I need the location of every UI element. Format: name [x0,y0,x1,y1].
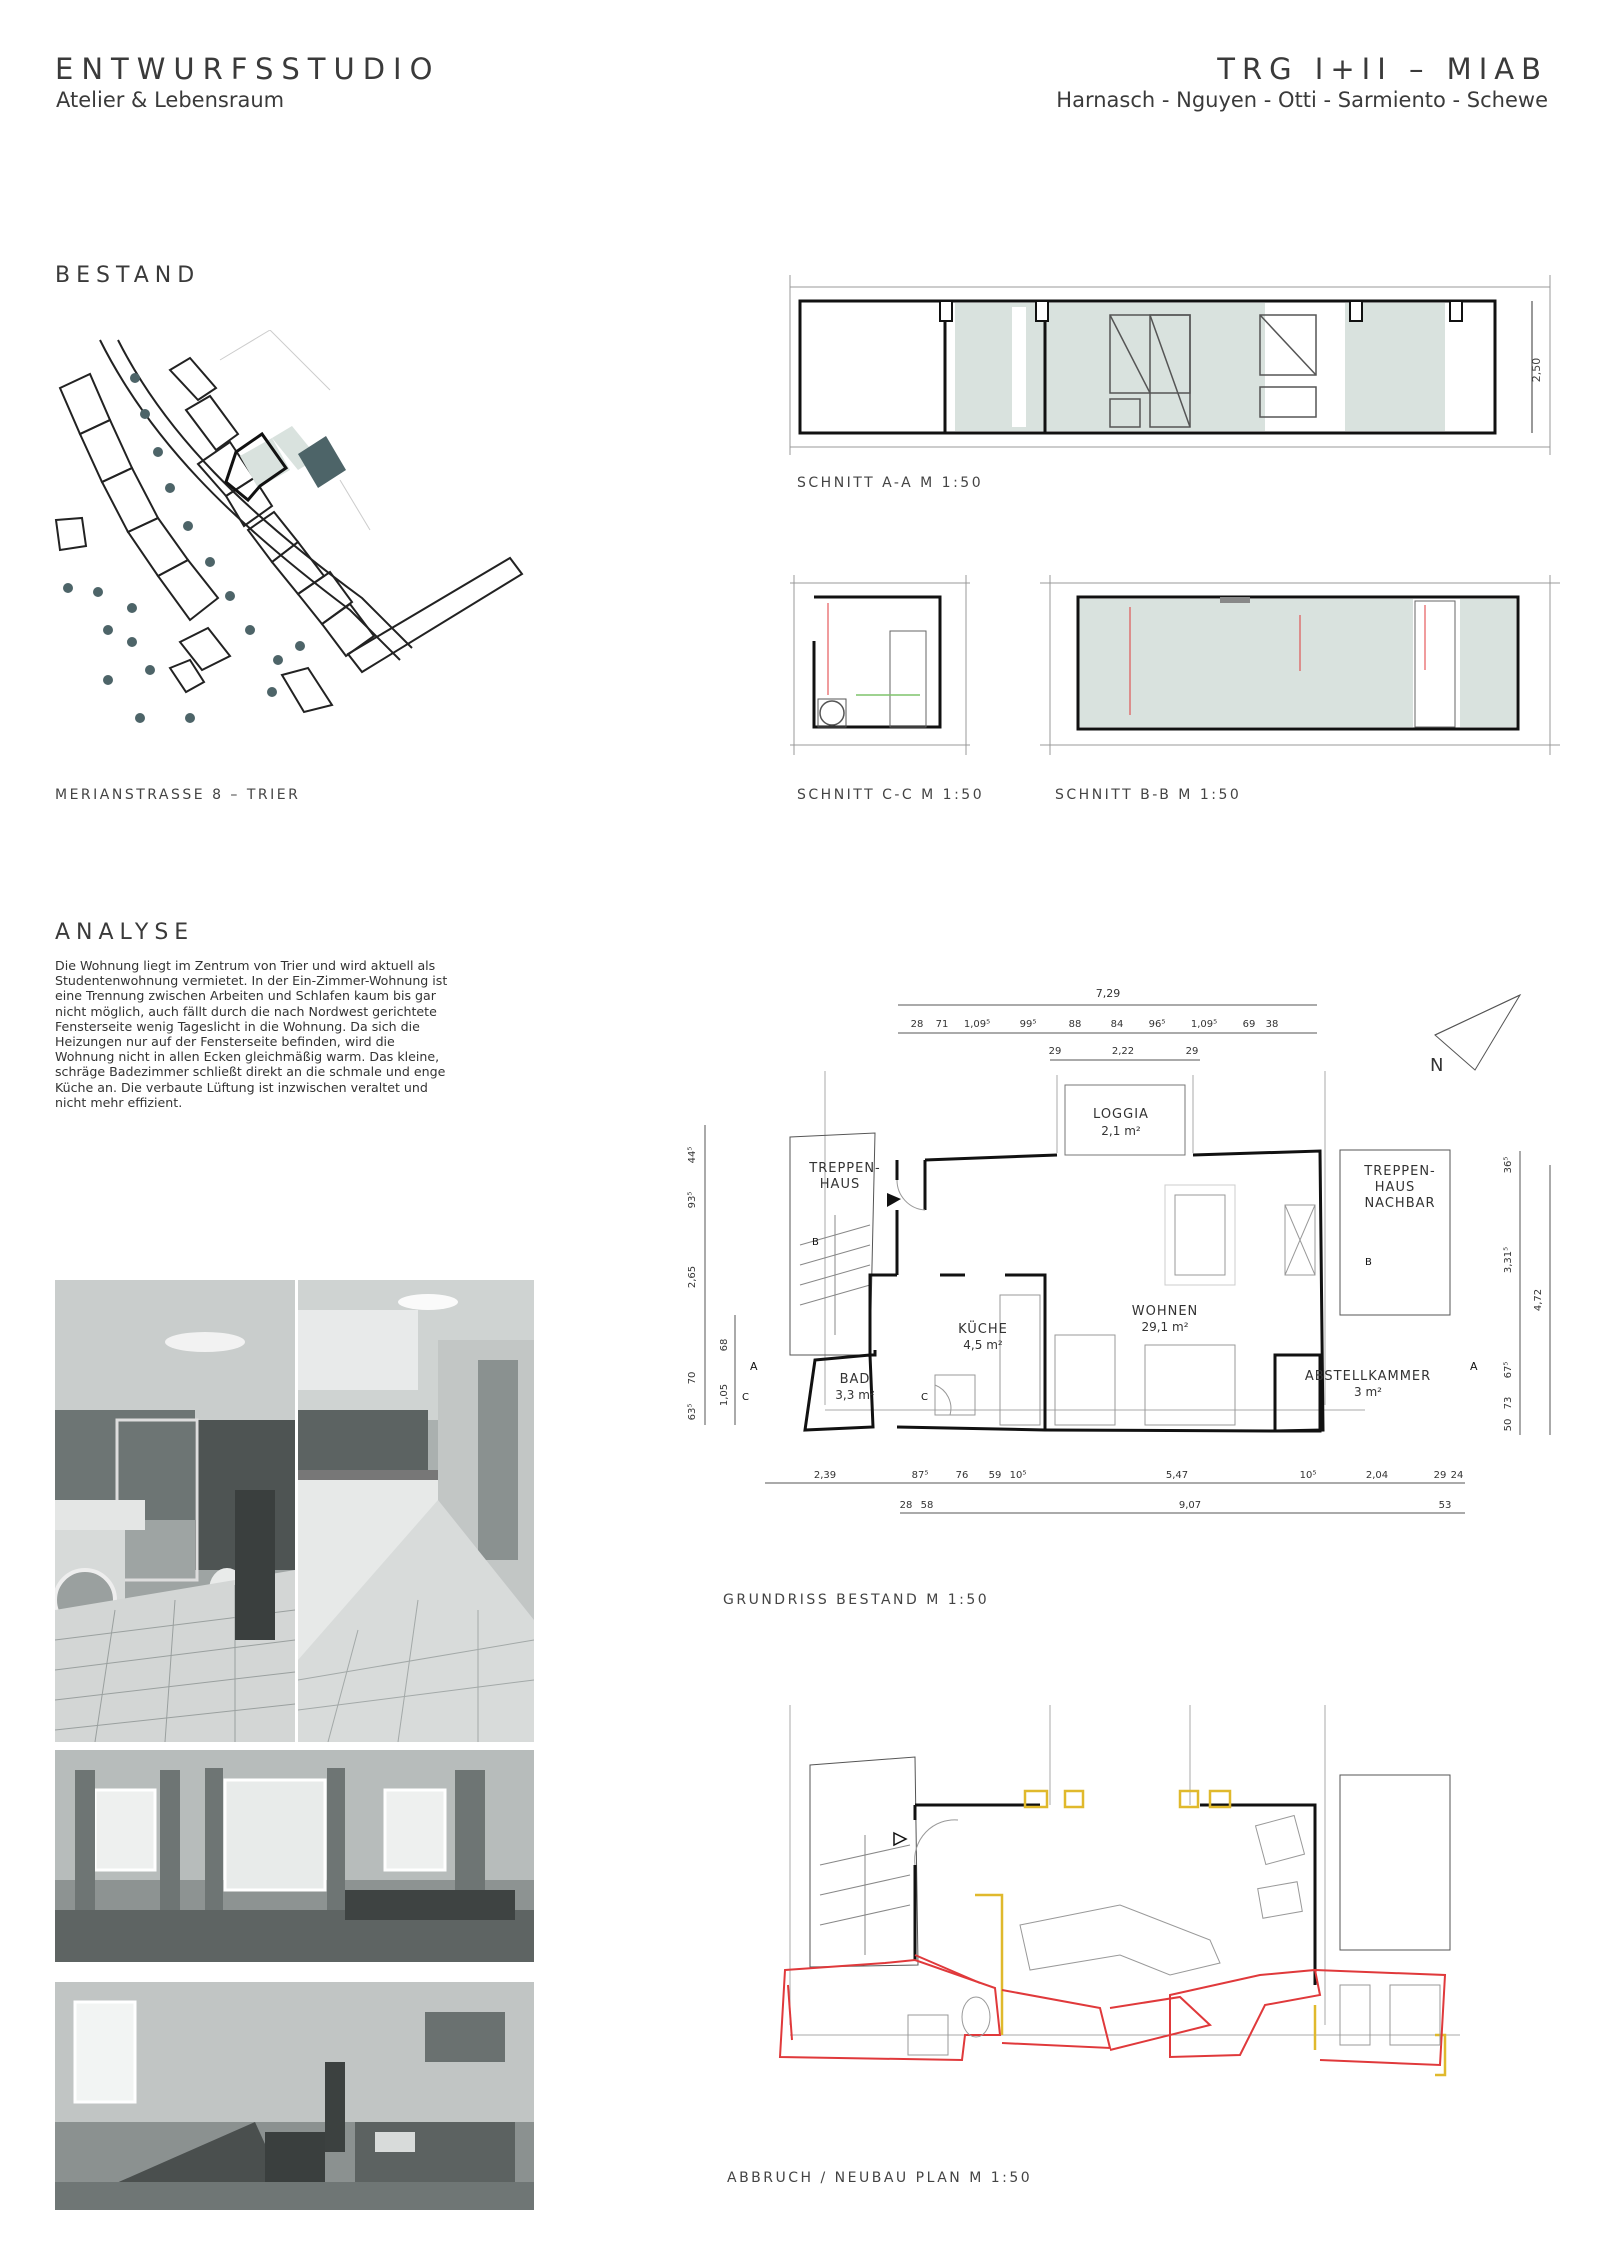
dim-right-1: 3,31⁵ [1503,1246,1514,1274]
dim-bottom2-0: 28 [899,1500,913,1511]
dim-top-total: 7,29 [1095,987,1121,1000]
section-c-c-caption: SCHNITT C-C M 1:50 [797,787,985,803]
section-b-b-caption: SCHNITT B-B M 1:50 [1055,787,1242,803]
room-wohnen-area: 29,1 m² [1141,1320,1189,1334]
section-title-bestand: BESTAND [55,263,201,288]
dim-top-3: 99⁵ [1019,1019,1037,1030]
room-nachbar-1: TREPPEN- [1364,1164,1436,1179]
room-wohnen: WOHNEN [1131,1304,1199,1319]
dim-left-4: 70 [687,1371,698,1385]
dim-bottom-1: 87⁵ [911,1470,929,1481]
room-abstellkammer-area: 3 m² [1354,1385,1382,1399]
demolition-plan-caption: ABBRUCH / NEUBAU PLAN M 1:50 [727,2170,1033,2186]
project-title: TRG I+II – MIAB [1217,52,1548,86]
photo-living-room [55,1982,534,2210]
dim-top-2: 1,09⁵ [963,1019,991,1030]
dim-right-2: 4,72 [1533,1288,1544,1312]
section-height-dim: 2,50 [1530,357,1543,383]
photo-living-windows [55,1750,534,1962]
dim-top-8: 69 [1242,1019,1256,1030]
demolition-plan [740,1705,1500,2105]
cut-marker-a-right: A [1470,1360,1478,1373]
dim-right-3: 67⁵ [1503,1361,1514,1379]
dim-right-4: 73 [1503,1396,1514,1410]
dim-bottom-9: 24 [1450,1470,1464,1481]
dim-bottom2-2: 9,07 [1178,1500,1202,1511]
dim-bottom-3: 59 [988,1470,1002,1481]
site-plan [40,330,580,750]
dim-bottom-8: 29 [1433,1470,1447,1481]
dim-top-5: 84 [1110,1019,1124,1030]
dim-bottom-2: 76 [955,1470,969,1481]
section-a-a-caption: SCHNITT A-A M 1:50 [797,475,984,491]
studio-title: ENTWURFSSTUDIO [55,52,441,86]
dim-top-7: 1,09⁵ [1190,1019,1218,1030]
photo-kitchen [298,1280,534,1742]
room-kueche: KÜCHE [958,1322,1008,1337]
section-title-analyse: ANALYSE [55,920,195,945]
dim-left-5: 1,05 [719,1383,730,1407]
dim-bottom2-3: 53 [1438,1500,1452,1511]
dim-top-1: 71 [935,1019,949,1030]
dim-left-6: 63⁵ [687,1403,698,1421]
dim-top-6: 96⁵ [1148,1019,1166,1030]
dim-top-0: 28 [910,1019,924,1030]
cut-marker-b-left: B [812,1237,819,1248]
room-loggia: LOGGIA [1093,1107,1149,1122]
studio-subtitle: Atelier & Lebensraum [56,88,285,112]
cut-marker-a-left: A [750,1360,758,1373]
site-plan-caption: MERIANSTRASSE 8 – TRIER [55,787,301,803]
floor-plan [665,975,1565,1525]
dim-left-0: 44⁵ [687,1146,698,1164]
dim-top2-1: 2,22 [1111,1046,1135,1057]
section-b-b [1040,575,1560,755]
dim-bottom-0: 2,39 [813,1470,837,1481]
dim-bottom-6: 10⁵ [1299,1470,1317,1481]
section-a-a [780,275,1560,455]
analysis-text: Die Wohnung liegt im Zentrum von Trier und wird aktuell als Studentenwohnung vermietet. In der Ein-Zimmer-Wohnung ist eine Trennung zwischen Arbeiten und Schlafen kaum bis gar nicht möglich, auch fällt durch die nach Nordwest gerichtete Fensterseite wenig Tageslicht in die Wohnung. Da sich die Heizungen nur auf der Fensterseite befinden, wird die Wohnung nicht in allen Ecken gleichmäßig warm. Das kleine, schräge Badezimmer schließt direkt an die schmale und enge Küche an. Die verbaute Lüftung ist inzwischen veraltet und nicht mehr effizient. [55,958,448,1110]
room-nachbar-3: NACHBAR [1364,1196,1436,1211]
dim-right-0: 36⁵ [1503,1156,1514,1174]
room-abstellkammer: ABSTELLKAMMER [1304,1369,1432,1384]
dim-bottom2-1: 58 [920,1500,934,1511]
dim-bottom-7: 2,04 [1365,1470,1389,1481]
cut-marker-c-left: C [742,1392,749,1403]
dim-top2-0: 29 [1048,1046,1062,1057]
cut-marker-c-right: C [921,1392,928,1403]
dim-top-4: 88 [1068,1019,1082,1030]
dim-top-9: 38 [1265,1019,1279,1030]
floor-plan-caption: GRUNDRISS BESTAND M 1:50 [723,1592,990,1608]
dim-bottom-4: 10⁵ [1009,1470,1027,1481]
dim-right-5: 50 [1503,1418,1514,1432]
dim-left-3: 68 [719,1338,730,1352]
room-loggia-area: 2,1 m² [1101,1124,1141,1138]
room-bad: BAD [839,1372,871,1387]
room-bad-area: 3,3 m² [835,1388,875,1402]
dim-left-1: 93⁵ [687,1191,698,1209]
photo-bathroom [55,1280,295,1742]
room-treppenhaus-1: TREPPEN- [809,1161,881,1176]
section-c-c [780,575,980,755]
team-names: Harnasch - Nguyen - Otti - Sarmiento - Schewe [1056,88,1548,112]
room-kueche-area: 4,5 m² [963,1338,1003,1352]
dim-bottom-5: 5,47 [1165,1470,1189,1481]
cut-marker-b-right: B [1365,1257,1372,1268]
room-treppenhaus-2: HAUS [819,1177,861,1192]
dim-top2-2: 29 [1185,1046,1199,1057]
dim-left-2: 2,65 [687,1265,698,1289]
room-nachbar-2: HAUS [1374,1180,1416,1195]
north-label: N [1430,1055,1444,1076]
